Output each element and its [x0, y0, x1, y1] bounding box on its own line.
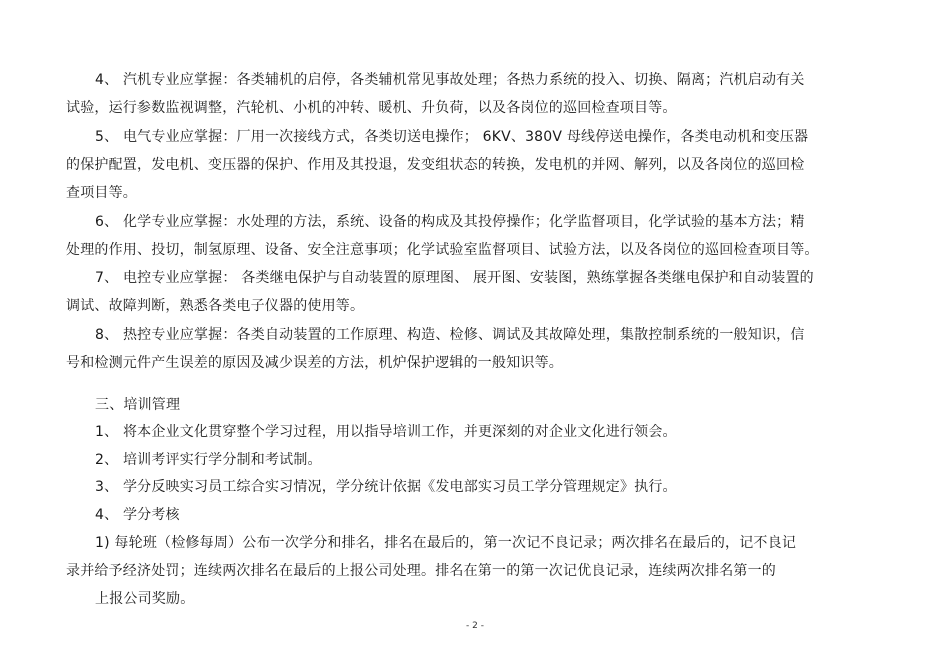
page-number: - 2 - — [466, 621, 484, 631]
list-item: 1、 将本企业文化贯穿整个学习过程，用以指导培训工作，并更深刻的对企业文化进行领会。 — [95, 424, 677, 440]
list-item: 2、 培训考评实行学分制和考试制。 — [95, 452, 322, 468]
paragraph-line: 查项目等。 — [66, 185, 137, 201]
list-item: 4、 学分考核 — [95, 507, 180, 523]
section-heading: 三、培训管理 — [95, 397, 181, 413]
paragraph-line: 8、 热控专业应掌握：各类自动装置的工作原理、构造、检修、调试及其故障处理，集散控制系统的一般知识，信 — [95, 327, 805, 343]
paragraph-line: 的保护配置，发电机、变压器的保护、作用及其投退，发变组状态的转换，发电机的并网、解列，以及各岗位的巡回检 — [66, 157, 805, 173]
paragraph-line: 录并给予经济处罚；连续两次排名在最后的上报公司处理。排名在第一的第一次记优良记录，连续两次排名第一的 — [66, 563, 776, 579]
paragraph-line: 号和检测元件产生误差的原因及减少误差的方法，机炉保护逻辑的一般知识等。 — [66, 355, 563, 371]
paragraph-line: 调试、故障判断，熟悉各类电子仪器的使用等。 — [66, 298, 365, 314]
paragraph-line: 5、 电气专业应掌握：厂用一次接线方式，各类切送电操作； 6KV、380V 母线停送电操作，各类电动机和变压器 — [95, 129, 809, 145]
list-item: 1) 每轮班（检修每周）公布一次学分和排名，排名在最后的，第一次记不良记录；两次排名在最后的，记不良记 — [95, 535, 797, 551]
paragraph-line: 上报公司奖励。 — [95, 591, 195, 607]
paragraph-line: 试验，运行参数监视调整，汽轮机、小机的冲转、暖机、升负荷，以及各岗位的巡回检查项目等。 — [66, 100, 677, 116]
paragraph-line: 7、 电控专业应掌握： 各类继电保护与自动装置的原理图、 展开图、安装图，熟练掌握各类继电保护和自动装置的 — [95, 270, 814, 286]
paragraph-line: 处理的作用、投切，制氢原理、设备、安全注意事项；化学试验室监督项目、试验方法，以及各岗位的巡回检查项目等。 — [66, 242, 819, 258]
paragraph-line: 6、 化学专业应掌握：水处理的方法，系统、设备的构成及其投停操作；化学监督项目，化学试验的基本方法；精 — [95, 214, 805, 230]
paragraph-line: 4、 汽机专业应掌握：各类辅机的启停，各类辅机常见事故处理；各热力系统的投入、切换、隔离；汽机启动有关 — [95, 72, 805, 88]
list-item: 3、 学分反映实习员工综合实习情况，学分统计依据《发电部实习员工学分管理规定》执行。 — [95, 479, 677, 495]
